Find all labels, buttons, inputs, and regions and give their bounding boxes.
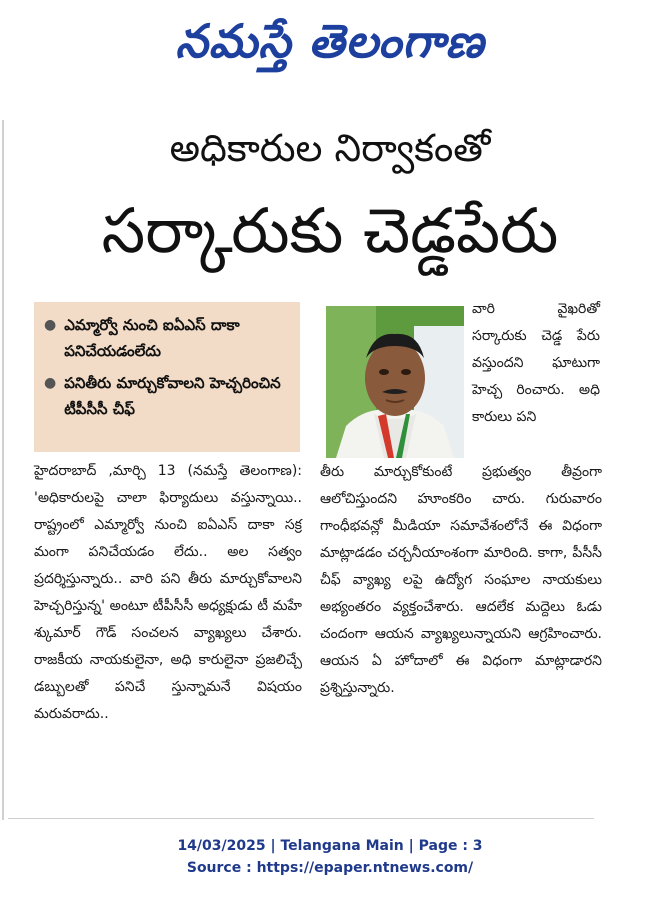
footer-source: Source : https://epaper.ntnews.com/ (186, 860, 474, 876)
bullet-icon: ● (44, 375, 57, 391)
portrait-image (326, 306, 464, 458)
highlight-item (44, 370, 294, 422)
politician-photo (326, 306, 464, 458)
highlight-text: ఎమ్మార్వో నుంచి ఐఏఎస్ దాకా పనిచేయడంలేదు (64, 316, 240, 360)
highlights-box (34, 302, 300, 452)
highlight-text: పనితీరు మార్చుకోవాలని హెచ్చరించిన టీపీసీసీ చీఫ్ (64, 374, 281, 418)
newspaper-masthead: నమస్తే తెలంగాణ (175, 14, 485, 68)
highlight-item (44, 312, 294, 364)
bullet-icon: ● (44, 317, 57, 333)
article-left-column: హైదరాబాద్ ,మార్చి 13 (నమస్తే తెలంగాణ): 'అధికారులపై చాలా ఫిర్యాదులు వస్తున్నాయి.. రాష్ట్రంలో ఎమ్మార్వో నుంచి ఐఏఎస్ దాకా సక్ర మంగా పనిచేయడం లేదు.. అల సత్వం ప్రదర్శిస్తున్నారు.. వారి పని తీరు మార్చుకోవాలని హెచ్చరిస్తున్న' అంటూ టీపీసీసీ అధ్యక్షుడు టీ మహే శ్కుమార్ గౌడ్ సంచలన వ్యాఖ్యలు చేశారు. రాజకీయ నాయకులైనా, అధి కారులైనా ప్రజలిచ్చే డబ్బులతో పనిచే స్తున్నామనే విషయం మరువరాదు.. (34, 463, 302, 722)
headline-line-1: అధికారుల నిర్వాకంతో (169, 126, 491, 170)
footer-divider (8, 818, 594, 819)
headline-line-2: సర్కారుకు చెడ్డపేరు (101, 194, 559, 267)
article-right-column: తీరు మార్చుకోకుంటే ప్రభుత్వం తీవ్రంగా ఆలోచిస్తుందని హూంకరిం చారు. గురువారం గాంధీభవన్లో మీడియా సమావేశంలోనే ఈ విధంగా మాట్లాడడం చర్చనీయాంశంగా మారింది. కాగా, పీసీసీ చీఫ్ వ్యాఖ్య లపై ఉద్యోగ సంఘాల నాయకులు అభ్యంతరం వ్యక్తంచేశారు. ఆదలేక మద్దెలు ఓడు చందంగా ఆయన వ్యాఖ్యలున్నాయని ఆగ్రహించారు. ఆయన ఏ హోదాలో ఈ విధంగా మాట్లాడారని ప్రశ్నిస్తున్నారు. (320, 464, 602, 696)
article-right-top: వారి వైఖరితో సర్కారుకు చెడ్డ పేరు వస్తుందని ఘాటుగా హెచ్చ రించారు. అధి కారులు పని (472, 301, 600, 425)
footer-edition-info: 14/03/2025 | Telangana Main | Page : 3 (177, 838, 483, 854)
